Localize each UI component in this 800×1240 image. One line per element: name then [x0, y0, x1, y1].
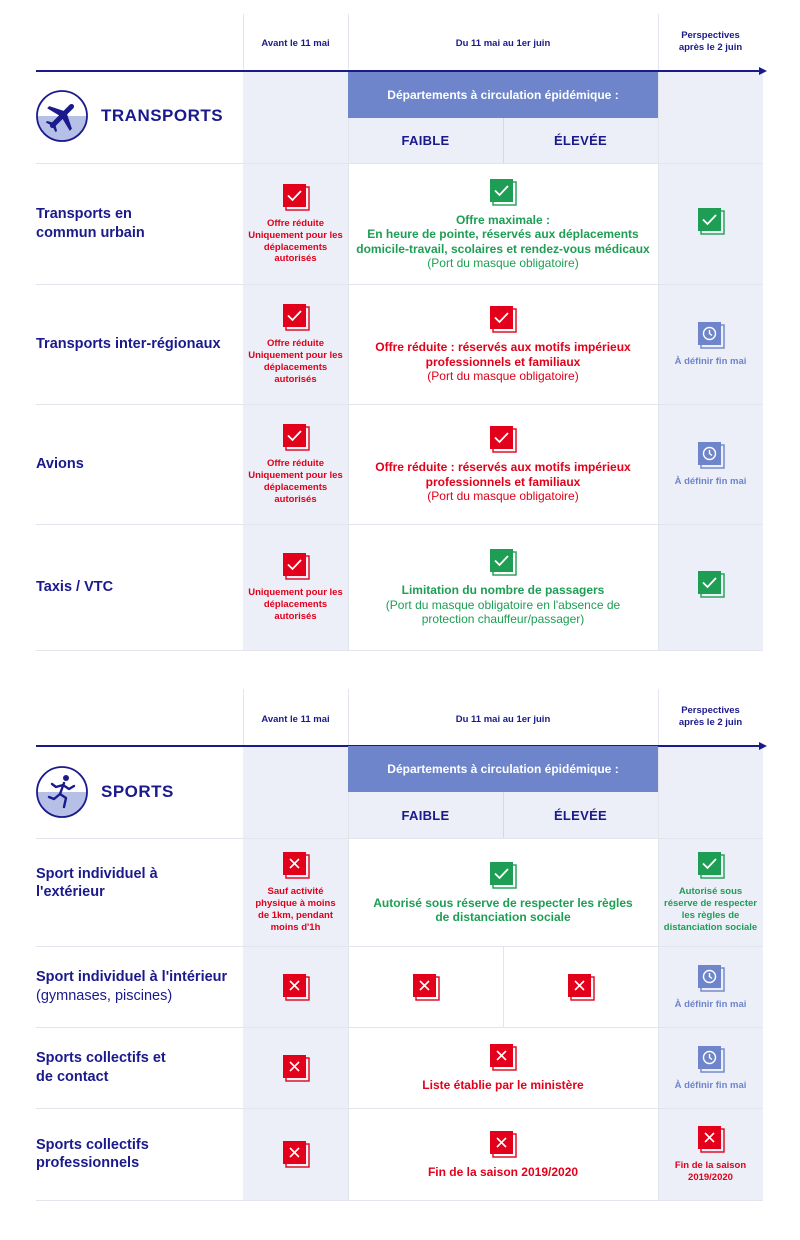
cross-red-icon	[281, 850, 311, 880]
cell-text: À définir fin mai	[674, 1079, 747, 1091]
subheader-high: ÉLEVÉE	[553, 807, 608, 823]
subheader-low: FAIBLE	[401, 133, 450, 148]
section-title-transports: TRANSPORTS	[101, 106, 224, 125]
cell-text: Offre réduite : réservés aux motifs impérieux professionnels et familiaux	[375, 340, 631, 369]
cell-during	[348, 1108, 658, 1200]
cell-text: Sauf activité physique à moins de 1km, pendant moins d'1h	[255, 886, 336, 933]
cross-red-icon	[696, 1124, 726, 1154]
arrow-right-icon	[759, 742, 767, 750]
running-person-icon	[36, 766, 88, 818]
column-header-during: Du 11 mai au 1er juin	[455, 714, 551, 725]
department-banner: Départements à circulation épidémique :	[348, 72, 658, 118]
column-header-during: Du 11 mai au 1er juin	[455, 38, 551, 49]
cell-text: Limitation du nombre de passagers	[401, 583, 605, 598]
cell-before	[243, 1108, 348, 1200]
cell-after	[658, 1027, 763, 1108]
cell-title: Offre maximale :	[455, 212, 551, 227]
row-label-urban-transport: Transports en commun urbain	[36, 206, 145, 241]
clock-icon	[696, 963, 726, 993]
cell-text: Autorisé sous réserve de respecter les règles de distanciation sociale	[663, 886, 758, 933]
cell-text: Liste établie par le ministère	[422, 1078, 584, 1093]
check-green-icon	[696, 850, 726, 880]
cell-note: (Port du masque obligatoire)	[427, 369, 579, 384]
cell-text: Autorisé sous réserve de respecter les règles de distanciation sociale	[373, 895, 633, 924]
cell-before	[243, 1027, 348, 1108]
cell-note: (Port du masque obligatoire)	[427, 489, 579, 504]
cell-during	[348, 1027, 658, 1108]
department-banner: Départements à circulation épidémique :	[348, 746, 658, 792]
row-label-text: Sport individuel à l'intérieur	[36, 969, 228, 986]
row-label-indoor-sport	[36, 946, 241, 1027]
row-label-outdoor-sport: Sport individuel à l'extérieur	[36, 865, 158, 900]
row-label-interregional: Transports inter-régionaux	[36, 335, 221, 352]
cell-note: (Port du masque obligatoire)	[427, 255, 579, 270]
column-header-before: Avant le 11 mai	[261, 714, 330, 725]
cell-text: Offre réduite : réservés aux motifs impérieux professionnels et familiaux	[375, 460, 631, 489]
cell-during	[348, 838, 658, 946]
clock-icon	[696, 1044, 726, 1074]
cell-before	[243, 946, 348, 1027]
section-title-sports: SPORTS	[101, 782, 174, 801]
cell-after	[658, 838, 763, 946]
column-header-before: Avant le 11 mai	[261, 38, 330, 49]
cross-red-icon	[281, 1053, 311, 1083]
cross-red-icon	[281, 1139, 311, 1169]
column-header-after: Perspectives après le 2 juin	[678, 705, 743, 728]
cell-text: Fin de la saison 2019/2020	[427, 1164, 579, 1179]
cross-red-icon	[488, 1129, 518, 1159]
cell-after	[658, 946, 763, 1027]
row-label-team-contact-sport: Sports collectifs et de contact	[36, 1050, 166, 1085]
cross-red-icon	[411, 972, 441, 1002]
row-label-pro-team-sport: Sports collectifs professionnels	[36, 1136, 149, 1171]
cell-during-low	[348, 946, 503, 1027]
row-label-taxis: Taxis / VTC	[36, 578, 114, 595]
cross-red-icon	[281, 972, 311, 1002]
cell-text: Offre réduite Uniquement pour les déplacements autorisés	[248, 217, 343, 265]
cross-red-icon	[488, 1042, 518, 1072]
cell-after	[658, 1108, 763, 1200]
cell-text: À définir fin mai	[674, 476, 747, 488]
subheader-high: ÉLEVÉE	[553, 133, 608, 148]
check-green-icon	[488, 860, 518, 890]
column-header-after: Perspectives après le 2 juin	[678, 30, 743, 53]
cell-text: Offre réduite Uniquement pour les déplacements autorisés	[248, 458, 343, 505]
cell-text: À définir fin mai	[674, 998, 747, 1010]
subheader-low: FAIBLE	[401, 807, 450, 823]
cross-red-icon	[566, 972, 596, 1002]
cell-text: À définir fin mai	[674, 356, 747, 368]
row-label-planes: Avions	[36, 455, 84, 472]
row-label-sub: (gymnases, piscines)	[36, 987, 173, 1004]
cell-during-high	[503, 946, 658, 1027]
cell-text: Fin de la saison 2019/2020	[674, 1160, 747, 1183]
cell-before	[243, 838, 348, 946]
cell-note: (Port du masque obligatoire en l'absence de protection chauffeur/passager)	[385, 597, 621, 627]
cell-text: En heure de pointe, réservés aux déplacements domicile-travail, scolaires et rendez-vous médicaux	[356, 227, 650, 256]
cell-text: Offre réduite Uniquement pour les déplacements autorisés	[248, 338, 343, 385]
cell-text: Uniquement pour les déplacements autorisés	[248, 587, 343, 622]
